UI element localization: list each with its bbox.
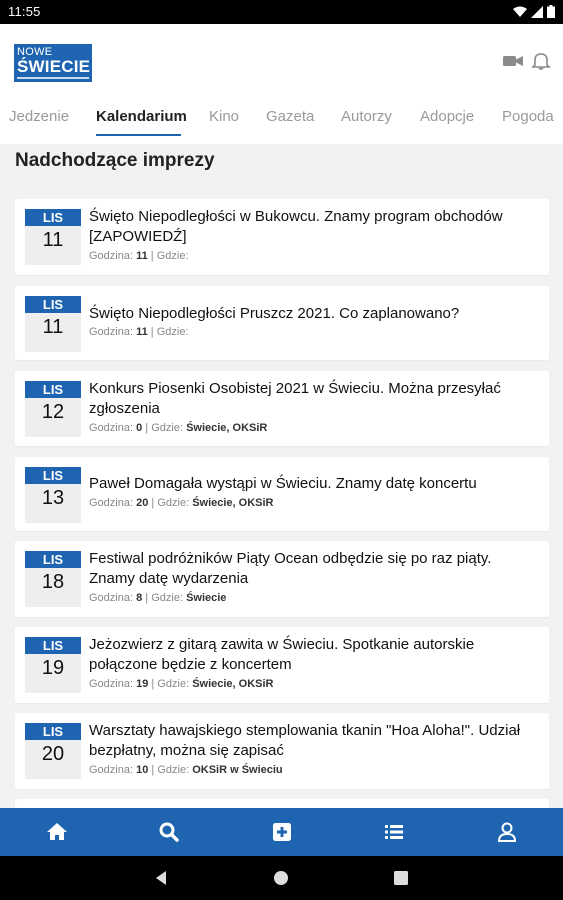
event-place: OKSiR w Świeciu bbox=[192, 764, 283, 776]
event-hour: 11 bbox=[136, 250, 148, 262]
event-meta bbox=[89, 592, 226, 604]
event-hour: 10 bbox=[136, 764, 149, 776]
event-meta bbox=[89, 678, 274, 690]
tab-autorzy[interactable]: Autorzy bbox=[341, 108, 392, 125]
date-day: 20 bbox=[41, 743, 65, 765]
back-icon[interactable] bbox=[152, 869, 170, 887]
bottom-navigation bbox=[0, 808, 563, 856]
user-icon[interactable] bbox=[495, 820, 519, 844]
event-hour: 20 bbox=[136, 497, 149, 509]
meta-time-label: Godzina: bbox=[89, 497, 134, 509]
event-title[interactable]: Warsztaty hawajskiego stemplowania tkanin "Hoa Aloha!". Udział bezpłatny, można się zapisać bbox=[89, 722, 521, 759]
event-title[interactable]: Paweł Domagała wystąpi w Świeciu. Znamy datę koncertu bbox=[89, 475, 477, 492]
event-place: Świecie, OKSiR bbox=[192, 678, 274, 690]
event-card[interactable] bbox=[15, 286, 549, 360]
date-month: LIS bbox=[25, 296, 81, 313]
home-circle-icon[interactable] bbox=[272, 869, 290, 887]
meta-time-label: Godzina: bbox=[89, 250, 134, 262]
meta-separator: | bbox=[151, 764, 155, 776]
meta-place-label: Gdzie: bbox=[156, 250, 189, 262]
add-icon[interactable] bbox=[270, 820, 294, 844]
status-time: 11:55 bbox=[8, 4, 41, 19]
date-day: 13 bbox=[41, 487, 65, 509]
date-month: LIS bbox=[25, 381, 81, 398]
date-month: LIS bbox=[25, 467, 81, 484]
status-bar bbox=[0, 0, 563, 24]
date-day: 11 bbox=[42, 229, 64, 251]
video-camera-icon[interactable] bbox=[502, 52, 524, 70]
date-badge bbox=[25, 467, 81, 523]
event-meta bbox=[89, 422, 267, 434]
date-day: 11 bbox=[42, 316, 64, 338]
wifi-icon bbox=[513, 6, 527, 18]
logo[interactable] bbox=[14, 44, 92, 82]
event-place: Świecie, OKSiR bbox=[186, 422, 268, 434]
event-meta bbox=[89, 250, 189, 262]
meta-separator: | bbox=[150, 326, 154, 338]
tab-gazeta[interactable]: Gazeta bbox=[266, 108, 315, 125]
event-card[interactable] bbox=[15, 713, 549, 789]
meta-separator: | bbox=[151, 497, 155, 509]
meta-separator: | bbox=[145, 592, 149, 604]
home-icon[interactable] bbox=[45, 820, 69, 844]
tab-kalendarium[interactable]: Kalendarium bbox=[96, 108, 187, 125]
date-month: LIS bbox=[25, 209, 81, 226]
event-place: Świecie, OKSiR bbox=[192, 497, 274, 509]
signal-icon bbox=[531, 6, 543, 18]
date-badge bbox=[25, 637, 81, 693]
meta-place-label: Gdzie: bbox=[157, 764, 190, 776]
event-meta bbox=[89, 764, 283, 776]
app-header bbox=[0, 24, 563, 96]
event-hour: 19 bbox=[136, 678, 149, 690]
date-badge bbox=[25, 551, 81, 607]
event-title[interactable]: Konkurs Piosenki Osobistej 2021 w Świeciu. Można przesyłać zgłoszenia bbox=[89, 380, 501, 417]
status-icons bbox=[513, 5, 555, 18]
meta-place-label: Gdzie: bbox=[157, 678, 190, 690]
meta-time-label: Godzina: bbox=[89, 326, 134, 338]
logo-top-text: NOWE bbox=[17, 46, 53, 58]
date-badge bbox=[25, 296, 81, 352]
event-title[interactable]: Jeżozwierz z gitarą zawita w Świeciu. Spotkanie autorskie połączone będzie z koncertem bbox=[89, 636, 475, 673]
event-title[interactable]: Święto Niepodległości w Bukowcu. Znamy program obchodów [ZAPOWIEDŹ] bbox=[89, 208, 503, 245]
event-meta bbox=[89, 326, 189, 338]
search-icon[interactable] bbox=[157, 820, 181, 844]
list-icon[interactable] bbox=[382, 820, 406, 844]
event-title[interactable]: Święto Niepodległości Pruszcz 2021. Co zaplanowano? bbox=[89, 305, 460, 322]
date-month: LIS bbox=[25, 637, 81, 654]
meta-time-label: Godzina: bbox=[89, 422, 134, 434]
meta-place-label: Gdzie: bbox=[151, 592, 183, 604]
event-card[interactable] bbox=[15, 627, 549, 703]
date-day: 18 bbox=[41, 571, 65, 593]
date-badge bbox=[25, 209, 81, 265]
battery-icon bbox=[547, 5, 555, 18]
meta-place-label: Gdzie: bbox=[157, 497, 190, 509]
event-card[interactable] bbox=[15, 457, 549, 531]
recents-icon[interactable] bbox=[392, 869, 410, 887]
meta-place-label: Gdzie: bbox=[151, 422, 183, 434]
event-hour: 0 bbox=[136, 422, 143, 434]
meta-separator: | bbox=[150, 250, 154, 262]
logo-main-text: ŚWIECIE bbox=[17, 57, 91, 76]
event-card[interactable] bbox=[15, 199, 549, 275]
active-tab-indicator bbox=[96, 134, 181, 136]
meta-time-label: Godzina: bbox=[89, 592, 134, 604]
section-title: Nadchodzące imprezy bbox=[15, 150, 215, 171]
system-navigation-bar bbox=[0, 856, 563, 900]
tab-kino[interactable]: Kino bbox=[209, 108, 240, 125]
event-title[interactable]: Festiwal podróżników Piąty Ocean odbędzie się po raz piąty. Znamy datę wydarzenia bbox=[89, 550, 492, 587]
meta-time-label: Godzina: bbox=[89, 764, 134, 776]
event-hour: 11 bbox=[136, 326, 148, 338]
date-day: 12 bbox=[41, 401, 65, 423]
bell-icon[interactable] bbox=[530, 52, 552, 70]
meta-separator: | bbox=[145, 422, 149, 434]
category-tabs bbox=[0, 96, 563, 144]
meta-place-label: Gdzie: bbox=[156, 326, 189, 338]
event-card[interactable] bbox=[15, 371, 549, 446]
date-day: 19 bbox=[41, 657, 65, 679]
event-hour: 8 bbox=[136, 592, 143, 604]
meta-separator: | bbox=[151, 678, 155, 690]
tab-pogoda[interactable]: Pogoda bbox=[502, 108, 554, 125]
event-meta bbox=[89, 497, 274, 509]
tab-adopcje[interactable]: Adopcje bbox=[420, 108, 475, 125]
meta-time-label: Godzina: bbox=[89, 678, 134, 690]
logo-tagline-bar bbox=[17, 77, 89, 79]
date-badge bbox=[25, 381, 81, 437]
date-month: LIS bbox=[25, 551, 81, 568]
event-card-partial[interactable] bbox=[15, 799, 549, 808]
event-place: Świecie bbox=[186, 592, 227, 604]
event-card[interactable] bbox=[15, 541, 549, 617]
date-badge bbox=[25, 723, 81, 779]
date-month: LIS bbox=[25, 723, 81, 740]
tab-jedzenie[interactable]: Jedzenie bbox=[9, 108, 70, 125]
